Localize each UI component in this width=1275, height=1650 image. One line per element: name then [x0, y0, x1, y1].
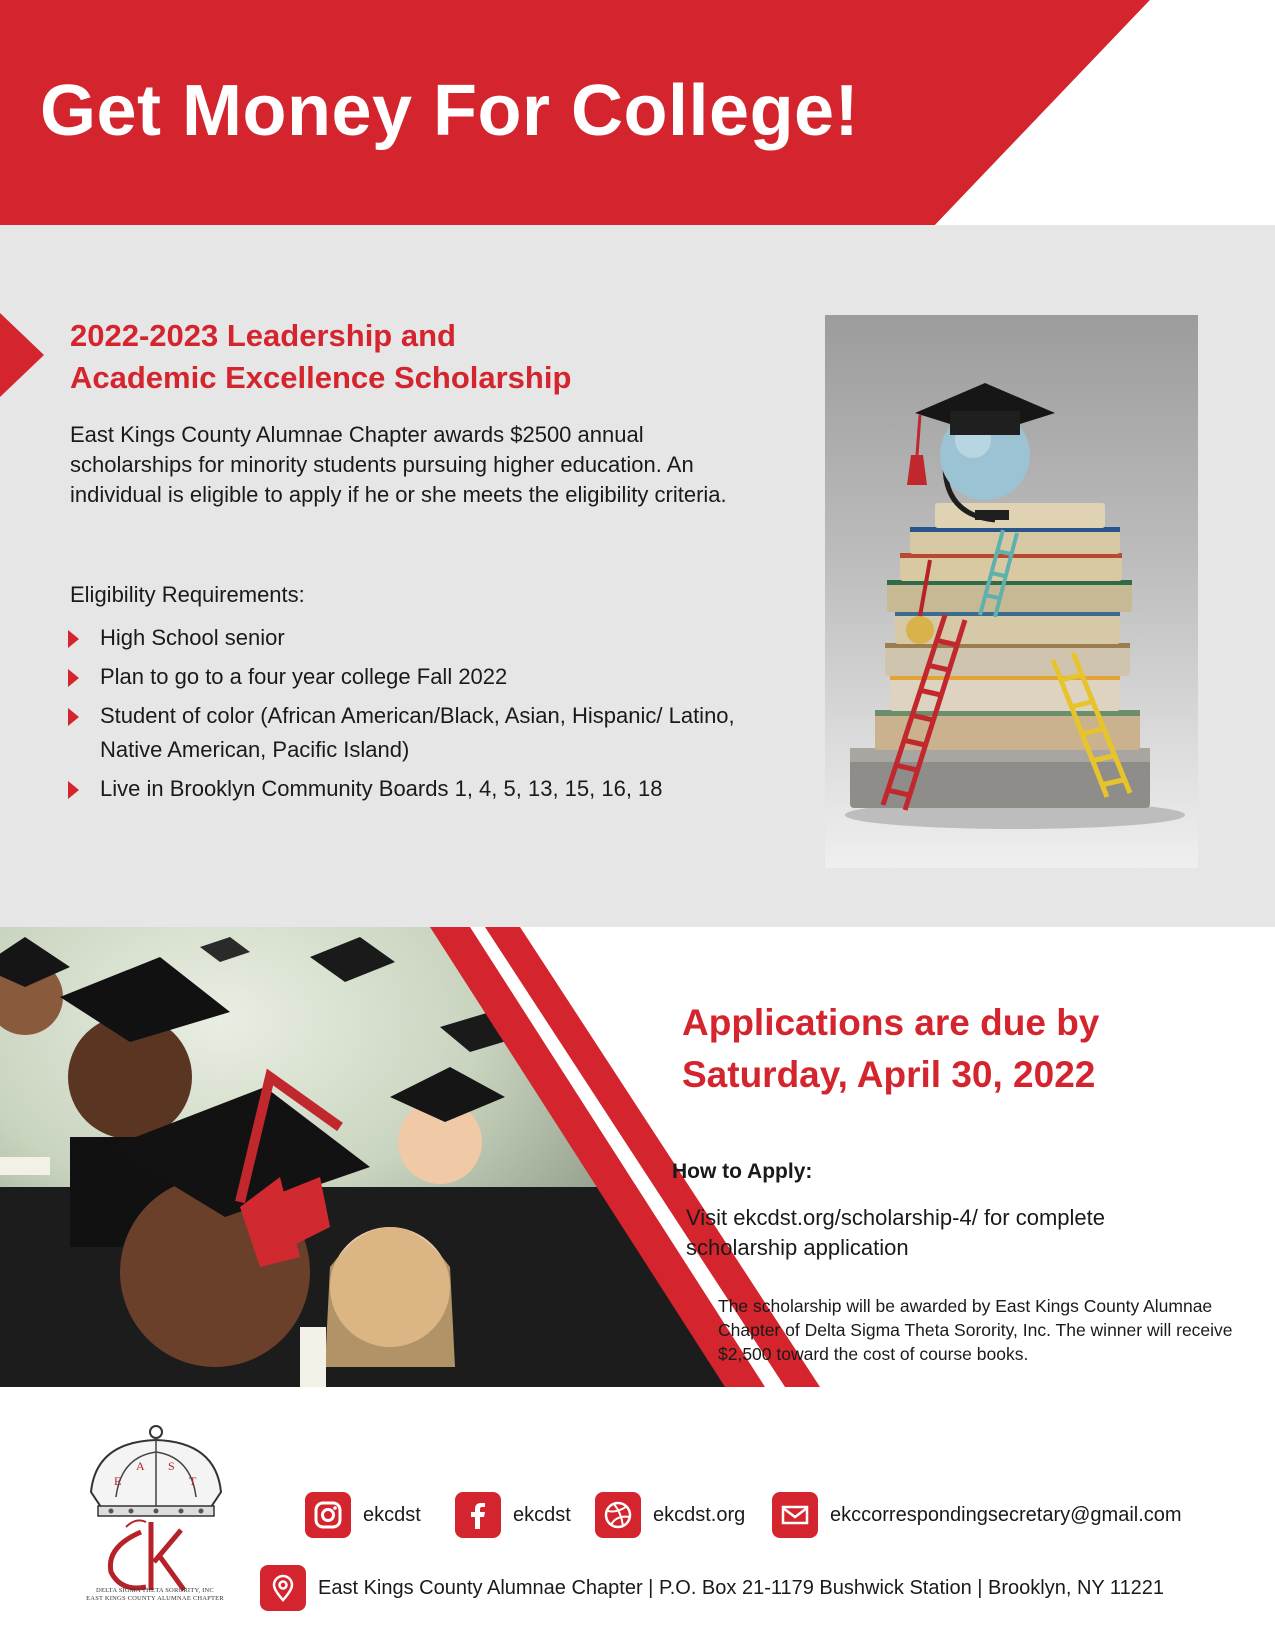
crown-letter-e: E [114, 1474, 122, 1488]
scholarship-info-section [0, 225, 1275, 927]
instagram-contact[interactable] [305, 1492, 421, 1538]
crown-monogram-logo [76, 1422, 236, 1592]
email-address[interactable]: ekccorrespondingsecretary@gmail.com [830, 1503, 1182, 1526]
crown-letter-a: A [136, 1459, 145, 1473]
list-item [66, 660, 786, 694]
award-details: The scholarship will be awarded by East Kings County Alumnae Chapter of Delta Sigma Theta Sorority, Inc. The winner will receive $2,500 toward the cost of course books. [718, 1296, 1233, 1364]
bullet-arrow-icon [68, 669, 79, 687]
application-section [0, 927, 1275, 1387]
list-item [66, 699, 786, 767]
facebook-handle[interactable]: ekcdst [513, 1503, 571, 1526]
address-text: East Kings County Alumnae Chapter | P.O. Box 21-1179 Bushwick Station | Brooklyn, NY 11221 [318, 1576, 1165, 1599]
footer [0, 1387, 1275, 1650]
deadline-date: Saturday, April 30, 2022 [682, 1054, 1096, 1095]
deadline-line1: Applications are due by [682, 1002, 1100, 1043]
logo-caption-line2: EAST KINGS COUNTY ALUMNAE CHAPTER [86, 1595, 224, 1602]
requirement-text: Live in Brooklyn Community Boards 1, 4, 5, 13, 15, 16, 18 [100, 776, 663, 801]
page-title: Get Money For College! [40, 71, 860, 151]
facebook-icon[interactable] [455, 1492, 501, 1538]
mailing-address [260, 1565, 1164, 1611]
bullet-arrow-icon [68, 708, 79, 726]
location-pin-icon [260, 1565, 306, 1611]
instagram-icon[interactable] [305, 1492, 351, 1538]
requirements-list [66, 621, 786, 811]
mail-icon[interactable] [772, 1492, 818, 1538]
email-contact[interactable] [772, 1492, 1182, 1538]
scholarship-title [70, 315, 770, 399]
requirement-text: Plan to go to a four year college Fall 2022 [100, 664, 508, 689]
website-link[interactable]: ekcdst.org [653, 1503, 746, 1526]
logo-caption-line1: DELTA SIGMA THETA SORORITY, INC [96, 1587, 214, 1594]
bullet-arrow-icon [68, 630, 79, 648]
requirement-text: High School senior [100, 625, 285, 650]
scholarship-title-line1: 2022-2023 Leadership and [70, 318, 456, 353]
requirement-text: Student of color (African American/Black, Asian, Hispanic/ Latino, Native American, Pacific Island) [100, 703, 735, 762]
scholarship-title-line2: Academic Excellence Scholarship [70, 360, 572, 395]
instagram-handle[interactable]: ekcdst [363, 1503, 421, 1526]
deadline-notice [682, 997, 1242, 1101]
requirements-heading: Eligibility Requirements: [70, 582, 305, 607]
dribbble-icon[interactable] [595, 1492, 641, 1538]
bullet-arrow-icon [68, 781, 79, 799]
header-banner [0, 0, 1275, 225]
crown-letter-s: S [168, 1459, 175, 1473]
how-to-apply-text: Visit ekcdst.org/scholarship-4/ for complete scholarship application [686, 1205, 1105, 1260]
scholarship-description: East Kings County Alumnae Chapter awards $2500 annual scholarships for minority students pursuing higher education. An individual is eligible to apply if he or she meets the eligibility criteria. [70, 422, 727, 507]
logo-caption [60, 1587, 250, 1603]
list-item [66, 772, 786, 806]
books-globe-photo [825, 315, 1198, 868]
books-illustration [825, 315, 1198, 868]
website-contact[interactable] [595, 1492, 745, 1538]
list-item [66, 621, 786, 655]
section-arrow-marker [0, 313, 44, 397]
crown-letter-t: T [189, 1474, 197, 1488]
how-to-apply-heading: How to Apply: [672, 1160, 813, 1183]
facebook-contact[interactable] [455, 1492, 571, 1538]
